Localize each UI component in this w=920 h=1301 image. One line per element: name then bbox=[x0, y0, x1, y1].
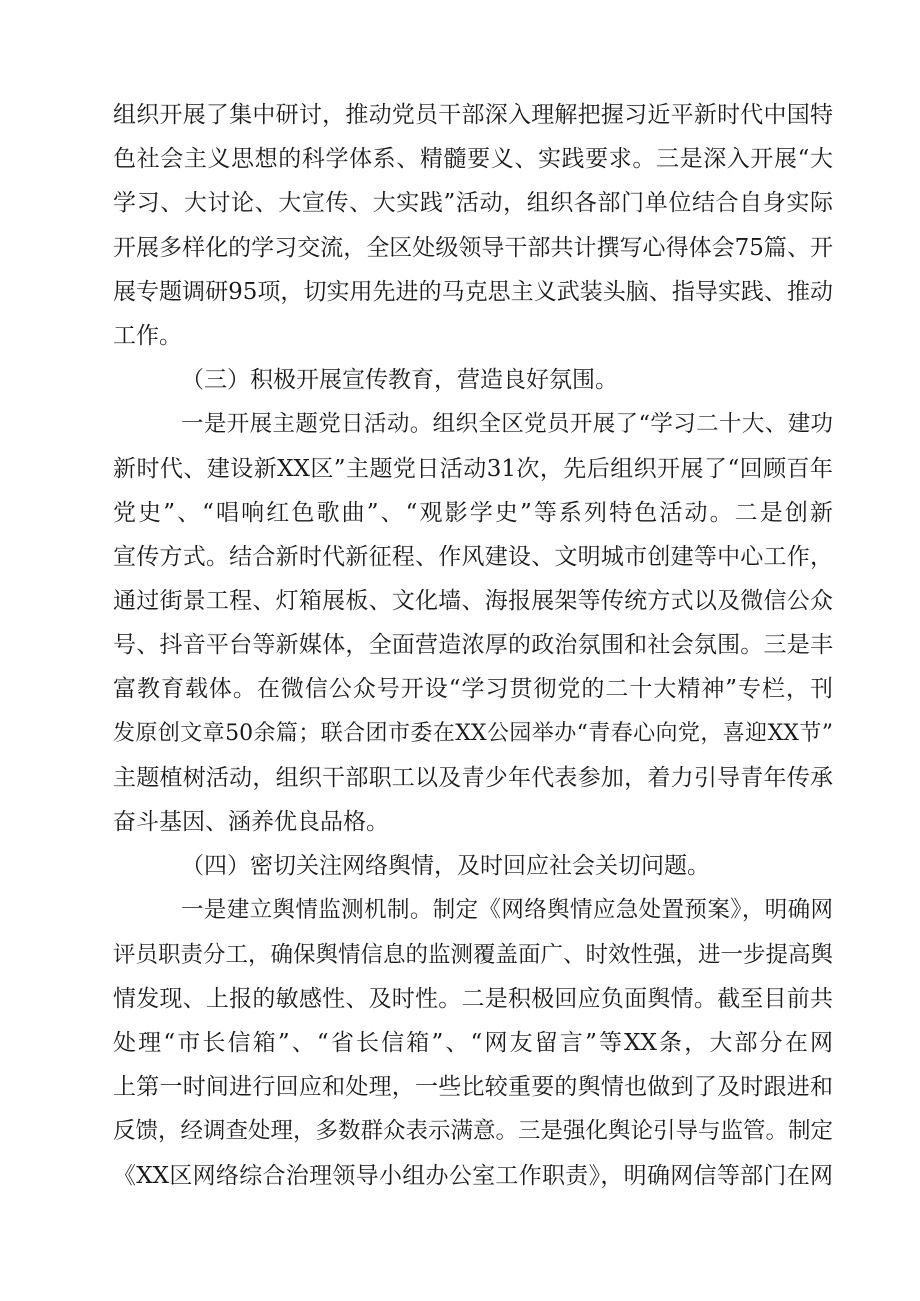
text-line: 通过街景工程、灯箱展板、文化墙、海报展架等传统方式以及微信公众 bbox=[113, 588, 833, 615]
text-line: 奋斗基因、涵养优良品格。 bbox=[113, 809, 389, 835]
paragraph-first-line: 一是建立舆情监测机制。制定《网络舆情应急处置预案》，明确网 bbox=[181, 897, 833, 924]
section-heading-3: （三）积极开展宣传教育，营造良好氛围。 bbox=[181, 367, 618, 394]
text-line: 上第一时间进行回应和处理，一些比较重要的舆情也做到了及时跟进和 bbox=[113, 1074, 833, 1101]
section-heading-4: （四）密切关注网络舆情，及时回应社会关切问题。 bbox=[181, 853, 710, 880]
text-line: 色社会主义思想的科学体系、精髓要义、实践要求。三是深入开展“大 bbox=[113, 146, 833, 173]
text-line: 评员职责分工，确保舆情信息的监测覆盖面广、时效性强，进一步提高舆 bbox=[113, 941, 834, 968]
body-text bbox=[113, 93, 833, 1198]
paragraph-first-line: 一是开展主题党日活动。组织全区党员开展了“学习二十大、建功 bbox=[181, 411, 833, 438]
text-line: 处理“市长信箱”、“省长信箱”、“网友留言”等XX条，大部分在网 bbox=[113, 1029, 833, 1056]
text-line: 号、抖音平台等新媒体，全面营造浓厚的政治氛围和社会氛围。三是丰 bbox=[113, 632, 833, 659]
text-line: 富教育载体。在微信公众号开设“学习贯彻党的二十大精神”专栏，刊 bbox=[113, 676, 833, 703]
text-line: 组织开展了集中研讨，推动党员干部深入理解把握习近平新时代中国特 bbox=[113, 102, 833, 128]
text-line: 学习、大讨论、大宣传、大实践”活动，组织各部门单位结合自身实际 bbox=[113, 190, 833, 217]
text-line: 党史”、“唱响红色歌曲”、“观影学史”等系列特色活动。二是创新 bbox=[113, 499, 833, 526]
text-line: 情发现、上报的敏感性、及时性。二是积极回应负面舆情。截至目前共 bbox=[113, 985, 833, 1012]
text-line: 新时代、建设新XX区”主题党日活动31次，先后组织开展了“回顾百年 bbox=[113, 455, 833, 482]
text-line: 主题植树活动，组织干部职工以及青少年代表参加，着力引导青年传承 bbox=[113, 764, 833, 791]
text-line: 宣传方式。结合新时代新征程、作风建设、文明城市创建等中心工作， bbox=[113, 543, 833, 570]
text-line: 发原创文章50余篇；联合团市委在XX公园举办“青春心向党，喜迎XX节” bbox=[113, 720, 833, 746]
text-line: 反馈，经调查处理，多数群众表示满意。三是强化舆论引导与监管。制定 bbox=[113, 1118, 834, 1145]
text-line: 开展多样化的学习交流，全区处级领导干部共计撰写心得体会75篇、开 bbox=[113, 234, 833, 261]
text-line: 《XX区网络综合治理领导小组办公室工作职责》，明确网信等部门在网 bbox=[113, 1162, 833, 1189]
text-line: 工作。 bbox=[113, 322, 182, 349]
text-line: 展专题调研95项，切实用先进的马克思主义武装头脑、指导实践、推动 bbox=[113, 278, 833, 305]
